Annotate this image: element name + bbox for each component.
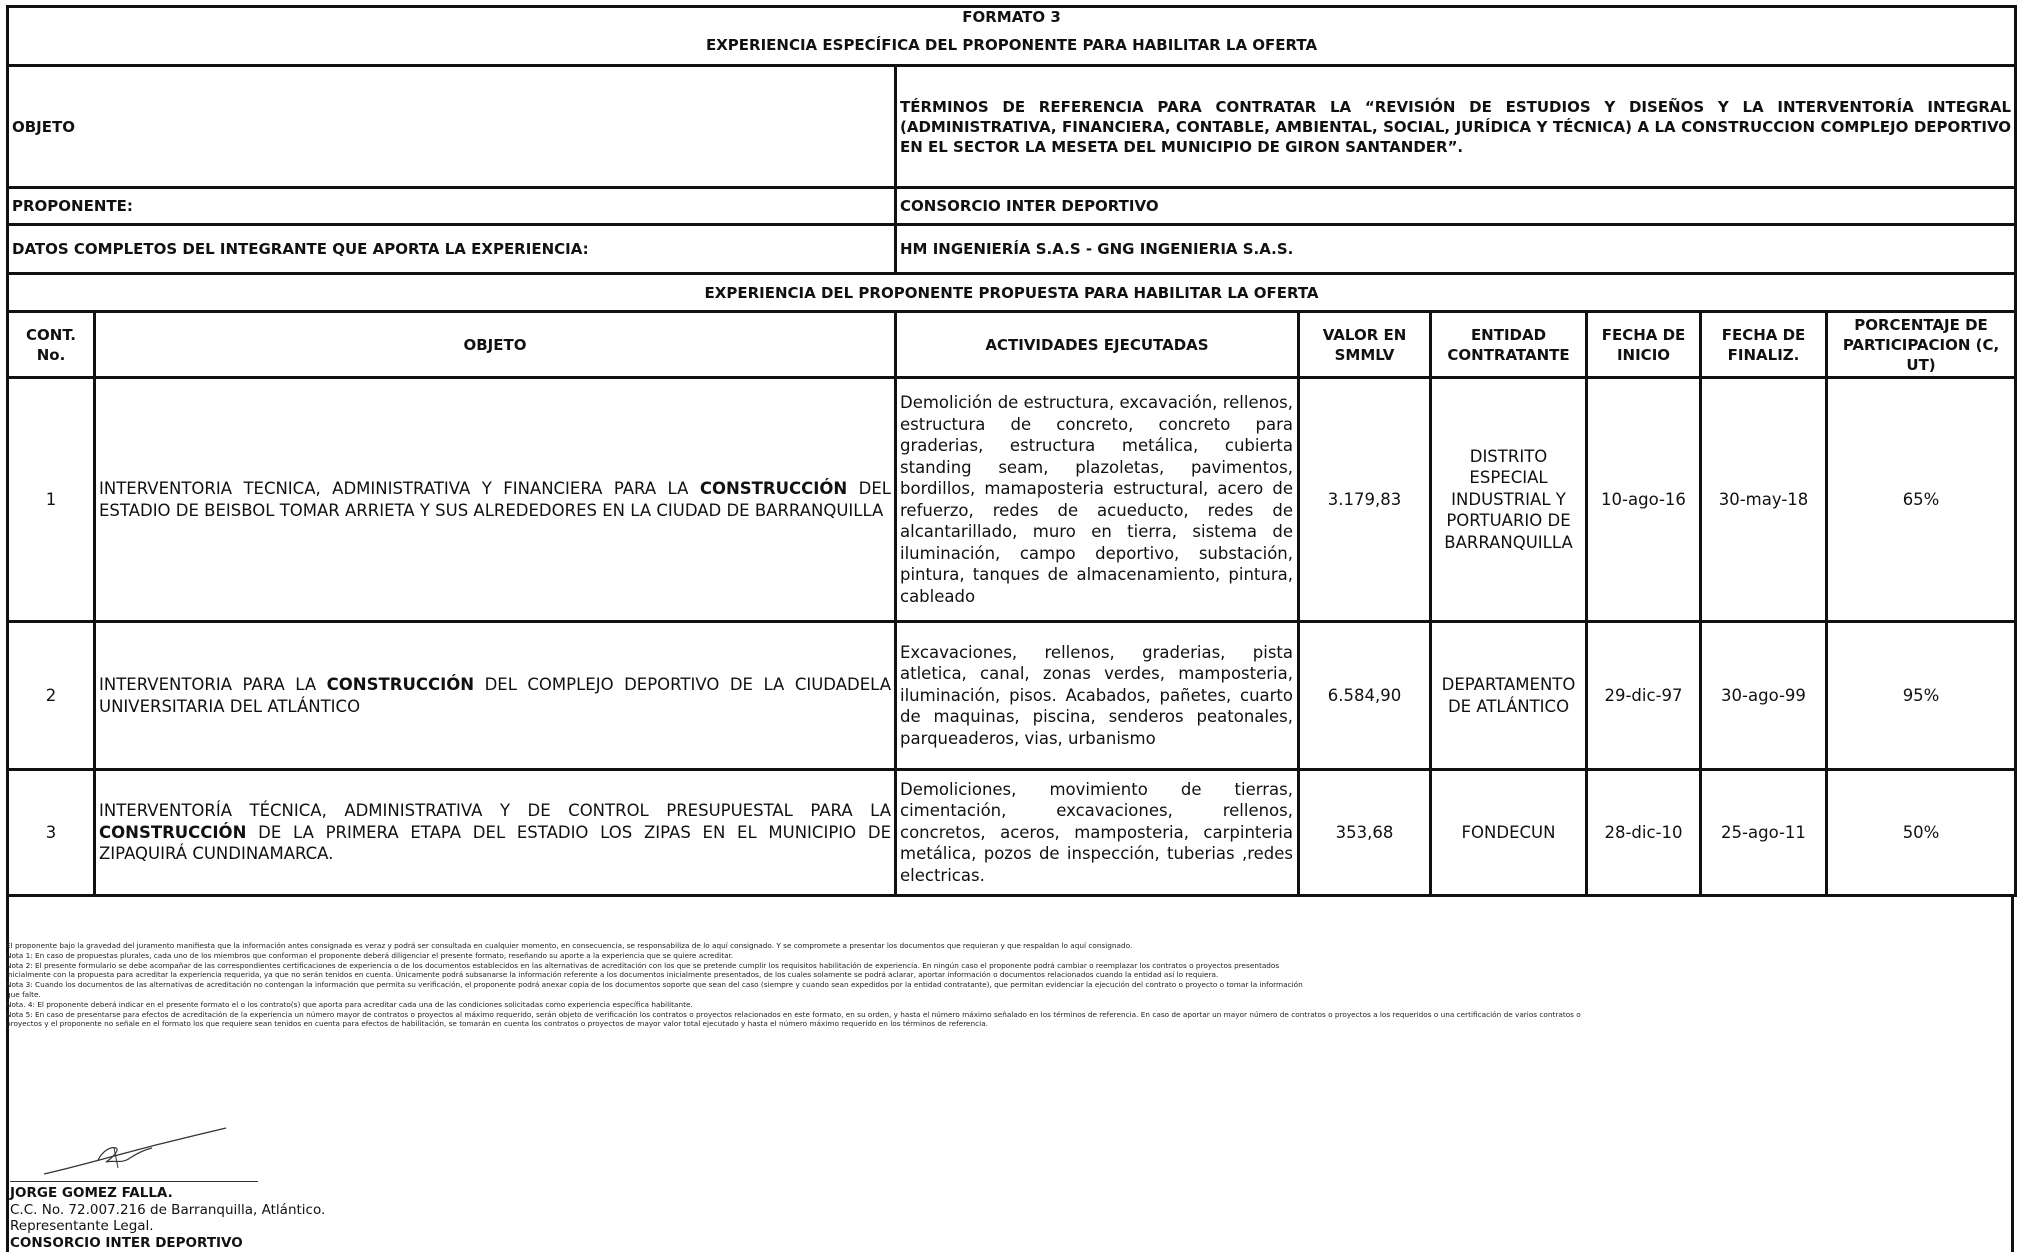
end-date: 30-ago-99: [1701, 622, 1827, 770]
note-4: Nota. 4: El proponente deberá indicar en el presente formato el o los contrato(s) que aporta para acreditar cada una de las condiciones solicitadas como experiencia específica habilitante.: [6, 999, 693, 1009]
participation-percent: 65%: [1827, 378, 2016, 622]
note-3-continued: que falte.: [6, 989, 41, 999]
table-row: [8, 770, 2016, 896]
cont-number: 3: [8, 770, 95, 896]
activities: Demoliciones, movimiento de tierras, cimentación, excavaciones, rellenos, concretos, aceros, mamposteria, carpinteria metálica, pozos de inspección, tuberias ,redes electricas.: [896, 770, 1299, 896]
note-5: Nota 5: En caso de presentarse para efectos de acreditación de la experiencia un número mayor de contratos o proyectos al máximo requerido, serán objeto de verificación los contratos o proyectos relacionados en este formato, en su orden, y hasta el número máximo señalado en los términos de referencia. En caso de aportar un mayor número de contratos o proyectos a los requeridos o una certificación de varios contratos o: [6, 1009, 1581, 1019]
signer-company: CONSORCIO INTER DEPORTIVO: [10, 1234, 243, 1251]
table-row: [8, 622, 2016, 770]
col-header-entidad: ENTIDAD CONTRATANTE: [1431, 312, 1587, 378]
col-header-inicio: FECHA DE INICIO: [1587, 312, 1701, 378]
col-header-valor: VALOR EN SMMLV: [1299, 312, 1431, 378]
note-2: Nota 2: El presente formulario se debe acompañar de las correspondientes certificaciones de experiencia o de los documentos establecidos en las alternativas de acreditación con los que se pretende cumplir los requisitos habilitación de experiencia. En ningún caso el proponente podrá cambiar o reemplazar los contratos o proyectos presentados: [6, 960, 1280, 970]
declaration-note: El proponente bajo la gravedad del juramento manifiesta que la información antes consignada es veraz y podrá ser consultada en cualquier momento, en consecuencia, se responsabiliza de lo aquí consignado. Y se compromete a presentar los documentos que requieran y que respaldan lo aquí consignado.: [6, 941, 1133, 950]
handwritten-signature: [40, 1118, 230, 1178]
signature-line: [10, 1181, 258, 1182]
formato-sheet: [6, 5, 2014, 897]
signer-id: C.C. No. 72.007.216 de Barranquilla, Atlántico.: [10, 1201, 326, 1218]
cont-number: 1: [8, 378, 95, 622]
section-title: EXPERIENCIA DEL PROPONENTE PROPUESTA PARA HABILITAR LA OFERTA: [8, 274, 2016, 312]
contract-object: INTERVENTORÍA TÉCNICA, ADMINISTRATIVA Y DE CONTROL PRESUPUESTAL PARA LA CONSTRUCCIÓN DE LA PRIMERA ETAPA DEL ESTADIO LOS ZIPAS EN EL MUNICIPIO DE ZIPAQUIRÁ CUNDINAMARCA.: [95, 770, 896, 896]
participation-percent: 95%: [1827, 622, 2016, 770]
objeto-label: OBJETO: [8, 66, 896, 188]
table-row: [8, 378, 2016, 622]
value-smmlv: 6.584,90: [1299, 622, 1431, 770]
proponente-label: PROPONENTE:: [8, 188, 896, 225]
end-date: 25-ago-11: [1701, 770, 1827, 896]
col-header-porcentaje: PORCENTAJE DE PARTICIPACION (C, UT): [1827, 312, 2016, 378]
participation-percent: 50%: [1827, 770, 2016, 896]
document-title: EXPERIENCIA ESPECÍFICA DEL PROPONENTE PARA HABILITAR LA OFERTA: [8, 27, 2016, 66]
signer-name: JORGE GOMEZ FALLA.: [10, 1185, 173, 1201]
contract-object: INTERVENTORIA PARA LA CONSTRUCCIÓN DEL COMPLEJO DEPORTIVO DE LA CIUDADELA UNIVERSITARIA DEL ATLÁNTICO: [95, 622, 896, 770]
end-date: 30-may-18: [1701, 378, 1827, 622]
note-3: Nota 3: Cuando los documentos de las alternativas de acreditación no contengan la información que permita su verificación, el proponente podrá anexar copia de los documentos soporte que sean del caso (siempre y cuando sean expedidos por la entidad contratante), que permitan evidenciar la ejecución del contrato o proyecto o tomar la información: [6, 980, 1303, 990]
value-smmlv: 3.179,83: [1299, 378, 1431, 622]
activities: Demolición de estructura, excavación, rellenos, estructura de concreto, concreto para graderias, estructura metálica, cubierta standing seam, plazoletas, pavimentos, bordillos, mamaposteria estructural, acero de refuerzo, redes de acueducto, redes de alcantarillado, muro en tierra, sistema de iluminación, campo deportivo, substación, pintura, tanques de almacenamiento, pintura, cableado: [896, 378, 1299, 622]
col-header-objeto: OBJETO: [95, 312, 896, 378]
signature-block: [10, 1185, 325, 1251]
column-header-row: [8, 312, 2016, 378]
start-date: 10-ago-16: [1587, 378, 1701, 622]
value-smmlv: 353,68: [1299, 770, 1431, 896]
formato-number: FORMATO 3: [8, 7, 2016, 27]
contract-object: INTERVENTORIA TECNICA, ADMINISTRATIVA Y FINANCIERA PARA LA CONSTRUCCIÓN DEL ESTADIO DE BEISBOL TOMAR ARRIETA Y SUS ALREDEDORES EN LA CIUDAD DE BARRANQUILLA: [95, 378, 896, 622]
note-2-continued: inicialmente con la propuesta para acreditar la experiencia requerida, ya que no serán tenidos en cuenta. Únicamente podrá subsanarse la información referente a los documentos inicialmente presentados, de los cuales solamente se podrá aclarar, aportar información o documentos relacionados cuando la entidad así lo requiera.: [6, 970, 1219, 980]
datos-integrante-label: DATOS COMPLETOS DEL INTEGRANTE QUE APORTA LA EXPERIENCIA:: [8, 225, 896, 274]
col-header-cont: CONT. No.: [8, 312, 95, 378]
notes-block: [6, 941, 2006, 1029]
note-5-continued: proyectos y el proponente no señale en el formato los que requiere sean tenidos en cuenta para efectos de habilitación, se tomarán en cuenta los contratos o proyectos de mayor valor total ejecutado y hasta el número máximo requerido en los términos de referencia.: [6, 1019, 989, 1029]
col-header-final: FECHA DE FINALIZ.: [1701, 312, 1827, 378]
start-date: 29-dic-97: [1587, 622, 1701, 770]
contracting-entity: FONDECUN: [1431, 770, 1587, 896]
datos-integrante-value: HM INGENIERÍA S.A.S - GNG INGENIERIA S.A.S.: [896, 225, 2016, 274]
signer-role: Representante Legal.: [10, 1218, 154, 1234]
proponente-value: CONSORCIO INTER DEPORTIVO: [896, 188, 2016, 225]
objeto-value: TÉRMINOS DE REFERENCIA PARA CONTRATAR LA “REVISIÓN DE ESTUDIOS Y DISEÑOS Y LA INTERVENTORÍA INTEGRAL (ADMINISTRATIVA, FINANCIERA, CONTABLE, AMBIENTAL, SOCIAL, JURÍDICA Y TÉCNICA) A LA CONSTRUCCION COMPLEJO DEPORTIVO EN EL SECTOR LA MESETA DEL MUNICIPIO DE GIRON SANTANDER”.: [896, 66, 2016, 188]
cont-number: 2: [8, 622, 95, 770]
contracting-entity: DISTRITO ESPECIAL INDUSTRIAL Y PORTUARIO DE BARRANQUILLA: [1431, 378, 1587, 622]
activities: Excavaciones, rellenos, graderias, pista atletica, canal, zonas verdes, mamposteria, iluminación, pisos. Acabados, pañetes, cuarto de maquinas, piscina, senderos peatonales, parqueaderos, vias, urbanismo: [896, 622, 1299, 770]
contracting-entity: DEPARTAMENTO DE ATLÁNTICO: [1431, 622, 1587, 770]
formato-table: [6, 5, 2017, 897]
note-1: Nota 1: En caso de propuestas plurales, cada uno de los miembros que conforman el proponente deberá diligenciar el presente formato, reseñando su aporte a la experiencia que se quiere acreditar.: [6, 950, 734, 960]
col-header-actividades: ACTIVIDADES EJECUTADAS: [896, 312, 1299, 378]
start-date: 28-dic-10: [1587, 770, 1701, 896]
